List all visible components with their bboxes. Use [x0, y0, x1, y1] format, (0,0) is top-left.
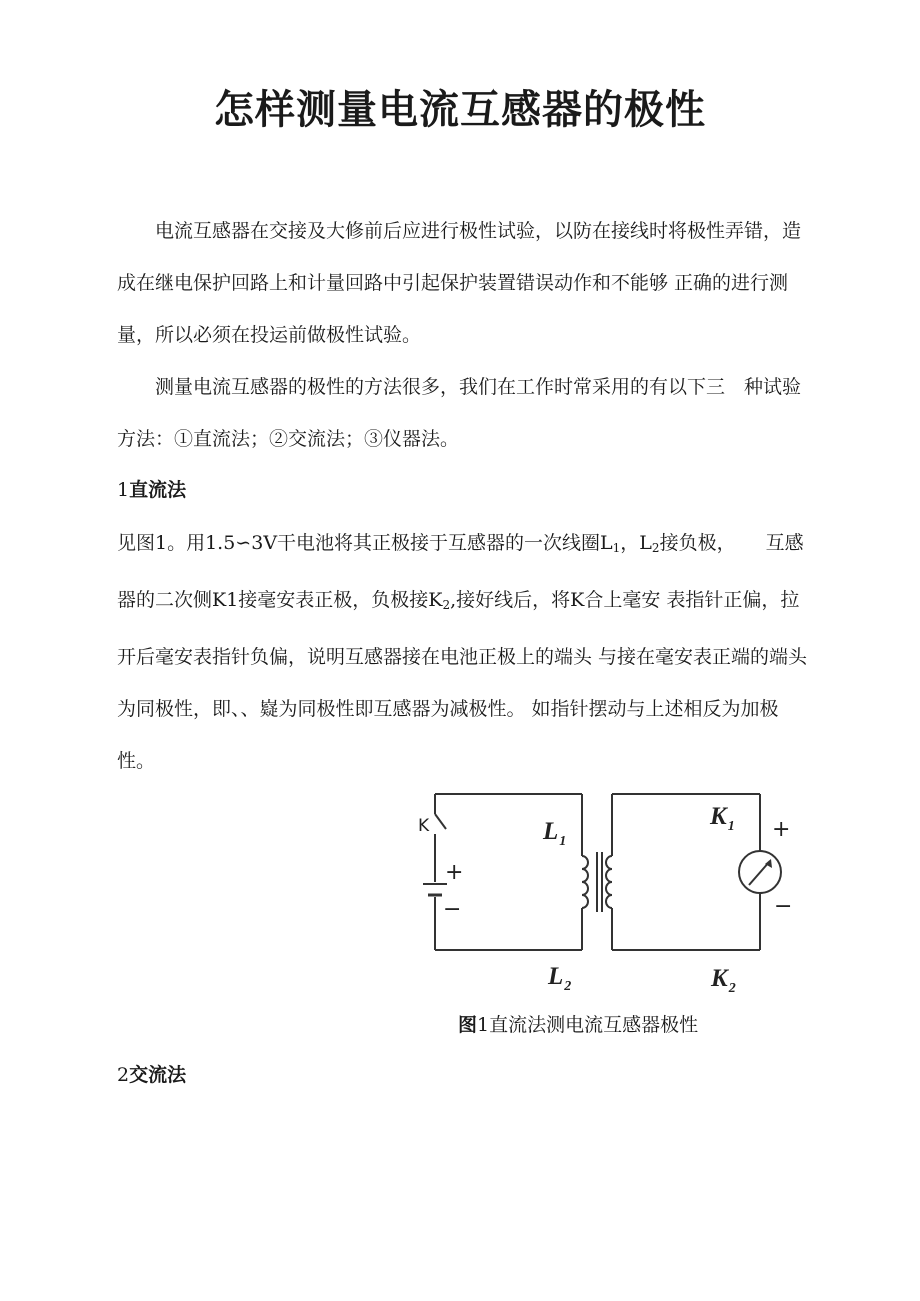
section-2-title: 交流法: [129, 1064, 187, 1086]
section-1-title: 直流法: [129, 479, 187, 501]
label-L1: [542, 818, 566, 849]
subscript: 2: [651, 541, 660, 555]
section-2-heading: [117, 1057, 186, 1093]
label-K1-sub: 1: [727, 819, 735, 834]
body-text: 互感器的二次侧K1接毫安表正极，负极接K: [117, 532, 804, 611]
label-L1-letter: L: [543, 818, 559, 845]
switch-blade: [435, 814, 446, 829]
battery-plus-sign: +: [445, 860, 464, 885]
label-L2-sub: 2: [564, 979, 572, 994]
meter-plus-sign: +: [772, 817, 791, 842]
body-text: 见图1。用1.5∽3V干电池将其正极接于互感器的一次线圈L: [117, 532, 613, 554]
label-L2: [547, 963, 571, 994]
label-K2-letter: K: [711, 965, 728, 992]
circuit-diagram: [408, 782, 793, 1007]
label-L2-letter: L: [548, 963, 564, 990]
body-text: ,接好线后，将K合上毫安 表指针正偏，拉开后毫安表指针负偏，说明互感器接在电池正极上的端头 与接在毫安表正端的端头为同极性，即、、嶷为同极性即互感器为减极性。 如指针摆动与上述相反为加极性。: [117, 589, 808, 772]
label-K1-letter: K: [710, 803, 727, 830]
label-L1-sub: 1: [559, 834, 567, 849]
switch-label: K: [418, 816, 430, 836]
body-text: 接负极，: [659, 532, 736, 554]
section-2-number: 2: [117, 1064, 130, 1086]
label-K2: [710, 965, 736, 996]
meter-minus-sign: −: [774, 894, 793, 919]
label-K2-sub: 2: [728, 981, 736, 996]
figure-caption: [458, 1010, 698, 1037]
caption-prefix: 图: [458, 1014, 478, 1036]
subscript: 1: [612, 541, 621, 555]
caption-text: 1直流法测电流互感器极性: [477, 1014, 699, 1036]
methods-paragraph: 测量电流互感器的极性的方法很多，我们在工作时常采用的有以下三 种试验方法：①直流法；②交流法；③仪器法。: [117, 376, 802, 450]
battery-minus-sign: −: [443, 897, 462, 922]
primary-coil: [582, 856, 588, 908]
section-1-body: [117, 517, 809, 787]
body-text: ，L: [620, 532, 652, 554]
section-1-heading: [117, 472, 186, 508]
subscript: 2: [442, 598, 451, 612]
page-title: 怎样测量电流互感器的极性: [214, 86, 706, 133]
section-1-number: 1: [117, 479, 130, 501]
label-K1: [709, 803, 735, 834]
intro-paragraph: 电流互感器在交接及大修前后应进行极性试验，以防在接线时将极性弄错，造成在继电保护回路上和计量回路中引起保护装置错误动作和不能够 正确的进行测量，所以必须在投运前做极性试验。: [117, 220, 802, 346]
secondary-coil: [606, 856, 612, 908]
